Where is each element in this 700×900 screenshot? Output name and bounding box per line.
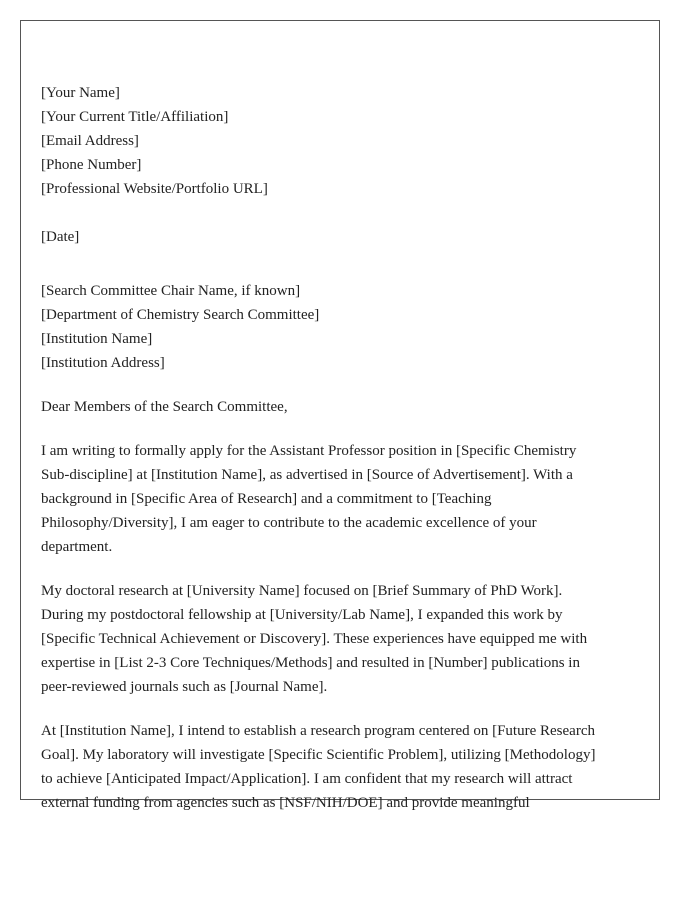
paragraph-line: peer-reviewed journals such as [Journal Name]. [41, 679, 328, 695]
letter-content [41, 81, 641, 815]
paragraph-line: My doctoral research at [University Name] focused on [Brief Summary of PhD Work]. [41, 583, 563, 599]
body-paragraph-3 [41, 719, 641, 815]
sender-website: [Professional Website/Portfolio URL] [41, 181, 268, 197]
paragraph-line: Sub-discipline] at [Institution Name], as advertised in [Source of Advertisement]. With a [41, 467, 573, 483]
body-paragraph-1 [41, 439, 641, 559]
date-block [41, 225, 641, 249]
recipient-address: [Institution Address] [41, 355, 165, 371]
paragraph-line: Goal]. My laboratory will investigate [Specific Scientific Problem], utilizing [Methodology] [41, 747, 596, 763]
paragraph-line: [Specific Technical Achievement or Discovery]. These experiences have equipped me with [41, 631, 588, 647]
paragraph-line: At [Institution Name], I intend to establish a research program centered on [Future Research [41, 723, 595, 739]
sender-name: [Your Name] [41, 85, 120, 101]
sender-phone: [Phone Number] [41, 157, 142, 173]
sender-title: [Your Current Title/Affiliation] [41, 109, 229, 125]
letter-page [20, 20, 660, 811]
recipient-institution: [Institution Name] [41, 331, 153, 347]
paragraph-line: background in [Specific Area of Research] and a commitment to [Teaching [41, 491, 492, 507]
paragraph-line: During my postdoctoral fellowship at [University/Lab Name], I expanded this work by [41, 607, 563, 623]
recipient-chair: [Search Committee Chair Name, if known] [41, 283, 301, 299]
paragraph-line: expertise in [List 2-3 Core Techniques/Methods] and resulted in [Number] publications in [41, 655, 580, 671]
recipient-committee: [Department of Chemistry Search Committee] [41, 307, 320, 323]
body-paragraph-2 [41, 579, 641, 699]
sender-block [41, 81, 641, 201]
salutation: Dear Members of the Search Committee, [41, 399, 288, 415]
sender-email: [Email Address] [41, 133, 139, 149]
paragraph-line: I am writing to formally apply for the Assistant Professor position in [Specific Chemistry [41, 443, 577, 459]
letter-date: [Date] [41, 229, 80, 245]
paragraph-line: external funding from agencies such as [NSF/NIH/DOE] and provide meaningful [41, 795, 530, 811]
paragraph-line: to achieve [Anticipated Impact/Application]. I am confident that my research will attract [41, 771, 573, 787]
paragraph-line: Philosophy/Diversity], I am eager to contribute to the academic excellence of your [41, 515, 537, 531]
paragraph-line: department. [41, 539, 113, 555]
recipient-block [41, 279, 641, 375]
